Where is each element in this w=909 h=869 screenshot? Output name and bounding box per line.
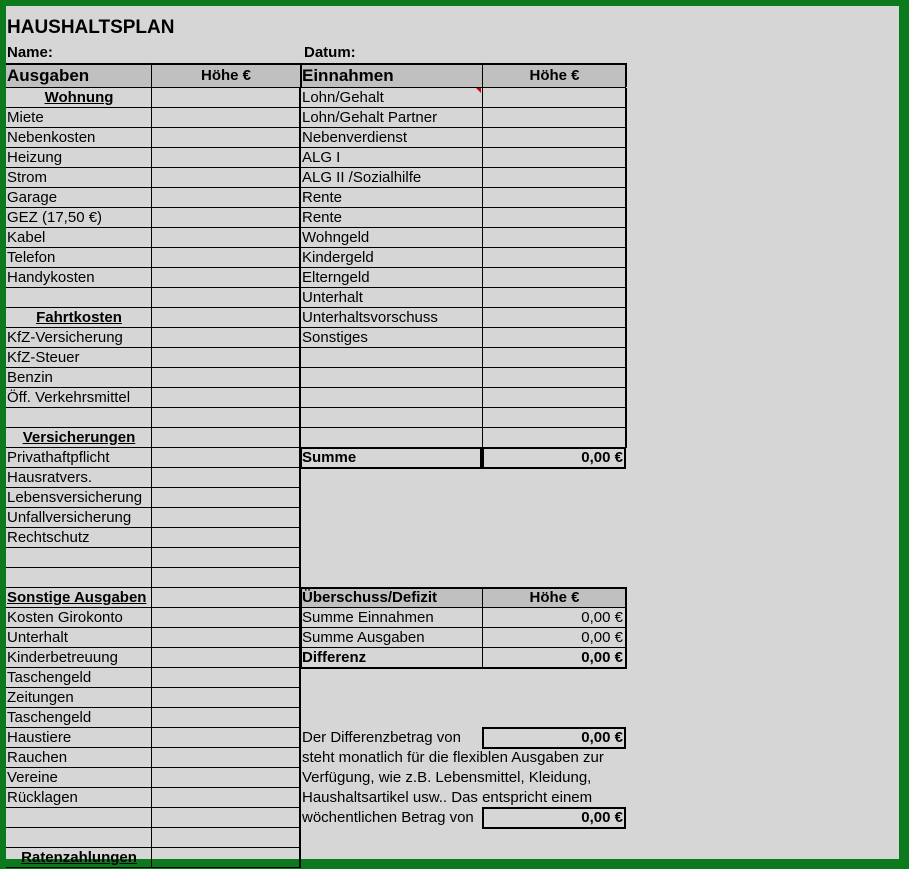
income-amount-cell[interactable] <box>482 428 626 448</box>
expense-amount-cell[interactable] <box>151 428 300 448</box>
cell-border <box>482 727 626 749</box>
expense-amount-cell[interactable] <box>151 208 300 228</box>
expense-amount-cell[interactable] <box>151 348 300 368</box>
expense-label[interactable]: Kinderbetreuung <box>7 649 118 666</box>
income-amount-cell[interactable] <box>482 128 626 148</box>
expense-amount-cell[interactable] <box>151 848 300 868</box>
section-title[interactable]: Wohnung <box>44 89 114 106</box>
expense-amount-cell[interactable] <box>151 228 300 248</box>
expense-amount-cell[interactable] <box>151 128 300 148</box>
name-label[interactable]: Name: <box>7 44 53 61</box>
einnahmen-header[interactable]: Einnahmen <box>301 64 482 87</box>
expense-label[interactable]: Rauchen <box>7 749 68 766</box>
expense-label[interactable]: Rechtschutz <box>7 529 90 546</box>
expense-label[interactable]: Telefon <box>7 249 56 266</box>
sheet-title[interactable]: HAUSHALTSPLAN <box>7 17 175 38</box>
cell-border <box>6 63 626 65</box>
expense-amount-cell[interactable] <box>151 508 300 528</box>
expense-amount-cell[interactable] <box>151 608 300 628</box>
empty-cell[interactable] <box>6 568 151 588</box>
income-amount-cell[interactable] <box>482 188 626 208</box>
bilanz-value[interactable]: 0,00 € <box>581 629 623 646</box>
expense-amount-cell[interactable] <box>151 148 300 168</box>
expense-amount-cell[interactable] <box>151 88 300 108</box>
expense-amount-cell[interactable] <box>151 648 300 668</box>
income-label[interactable]: ALG II /Sozialhilfe <box>302 169 422 186</box>
expense-amount-cell[interactable] <box>151 788 300 808</box>
hinweis-text: steht monatlich für die flexiblen Ausgaben zur <box>302 749 604 766</box>
expense-amount-cell[interactable] <box>151 108 300 128</box>
cell-border <box>482 63 483 87</box>
income-label[interactable]: Sonstiges <box>302 329 368 346</box>
empty-cell[interactable] <box>301 428 482 448</box>
expense-amount-cell[interactable] <box>151 308 300 328</box>
expense-amount-cell[interactable] <box>151 688 300 708</box>
section-title[interactable]: Ratenzahlungen <box>21 849 137 866</box>
cell-border <box>151 88 152 868</box>
income-amount-cell[interactable] <box>482 348 626 368</box>
expense-amount-cell[interactable] <box>151 808 300 828</box>
bilanz-amount-header[interactable]: Höhe € <box>482 588 626 608</box>
income-label[interactable]: Rente <box>302 189 343 206</box>
empty-cell[interactable] <box>6 828 151 848</box>
ausgaben-amount-header[interactable]: Höhe € <box>151 64 300 87</box>
income-amount-cell[interactable] <box>482 208 626 228</box>
expense-amount-cell[interactable] <box>151 268 300 288</box>
income-label[interactable]: Wohngeld <box>302 229 370 246</box>
expense-amount-cell[interactable] <box>151 468 300 488</box>
expense-amount-cell[interactable] <box>151 628 300 648</box>
ausgaben-header[interactable]: Ausgaben <box>6 64 151 87</box>
expense-label[interactable]: Öff. Verkehrsmittel <box>7 389 131 406</box>
expense-label[interactable]: Hausratvers. <box>7 469 93 486</box>
cell-border <box>300 447 482 469</box>
empty-cell[interactable] <box>6 548 151 568</box>
income-amount-cell[interactable] <box>482 368 626 388</box>
cell-border <box>625 63 627 87</box>
cell-border <box>300 667 626 669</box>
expense-label[interactable]: Miete <box>7 109 44 126</box>
expense-label[interactable]: Unterhalt <box>7 629 68 646</box>
expense-amount-cell[interactable] <box>151 828 300 848</box>
income-label[interactable]: Lohn/Gehalt Partner <box>302 109 438 126</box>
bilanz-label[interactable]: Summe Ausgaben <box>302 629 425 646</box>
hinweis-text: Verfügung, wie z.B. Lebensmittel, Kleidung, <box>302 769 592 786</box>
cell-border <box>151 63 152 87</box>
expense-label[interactable]: KfZ-Versicherung <box>7 329 123 346</box>
grid-line <box>786 6 787 859</box>
empty-cell[interactable] <box>6 288 151 308</box>
cell-border <box>482 447 626 469</box>
income-amount-cell[interactable] <box>482 168 626 188</box>
differenz-value[interactable]: 0,00 € <box>581 649 623 666</box>
expense-amount-cell[interactable] <box>151 248 300 268</box>
expense-amount-cell[interactable] <box>151 328 300 348</box>
hinweis-text: Haushaltsartikel usw.. Das entspricht einem <box>302 789 593 806</box>
income-label[interactable]: Elterngeld <box>302 269 370 286</box>
hinweis-value[interactable]: 0,00 € <box>581 729 623 746</box>
income-amount-cell[interactable] <box>482 388 626 408</box>
hinweis-value[interactable]: 0,00 € <box>581 809 623 826</box>
cell-border <box>300 587 302 669</box>
income-label[interactable]: Rente <box>302 209 343 226</box>
expense-amount-cell[interactable] <box>151 368 300 388</box>
expense-label[interactable]: Privathaftpflicht <box>7 449 110 466</box>
income-sum-value[interactable]: 0,00 € <box>581 449 623 466</box>
bilanz-label[interactable]: Summe Einnahmen <box>302 609 434 626</box>
empty-cell[interactable] <box>6 808 151 828</box>
expense-label[interactable]: Handykosten <box>7 269 95 286</box>
expense-amount-cell[interactable] <box>151 728 300 748</box>
expense-label[interactable]: Kabel <box>7 229 46 246</box>
expense-amount-cell[interactable] <box>151 388 300 408</box>
hinweis-text: Der Differenzbetrag von <box>302 729 461 746</box>
empty-cell[interactable] <box>301 368 482 388</box>
expense-label[interactable]: Garage <box>7 189 58 206</box>
section-title[interactable]: Sonstige Ausgaben <box>7 589 147 606</box>
expense-amount-cell[interactable] <box>151 548 300 568</box>
hinweis-text: wöchentlichen Betrag von <box>302 809 474 826</box>
cell-border <box>625 88 627 448</box>
einnahmen-amount-header[interactable]: Höhe € <box>482 64 626 87</box>
income-amount-cell[interactable] <box>482 268 626 288</box>
empty-cell[interactable] <box>301 408 482 428</box>
date-label[interactable]: Datum: <box>304 44 356 61</box>
expense-amount-cell[interactable] <box>151 668 300 688</box>
cell-border <box>482 588 483 668</box>
income-amount-cell[interactable] <box>482 148 626 168</box>
income-amount-cell[interactable] <box>482 328 626 348</box>
section-title[interactable]: Fahrtkosten <box>36 309 122 326</box>
income-amount-cell[interactable] <box>482 408 626 428</box>
cell-border <box>6 867 300 868</box>
income-amount-cell[interactable] <box>482 88 626 108</box>
cell-border <box>625 587 627 669</box>
income-amount-cell[interactable] <box>482 288 626 308</box>
expense-amount-cell[interactable] <box>151 408 300 428</box>
expense-label[interactable]: Vereine <box>7 769 58 786</box>
income-amount-cell[interactable] <box>482 108 626 128</box>
expense-amount-cell[interactable] <box>151 488 300 508</box>
expense-label[interactable]: Zeitungen <box>7 689 74 706</box>
cell-border <box>482 807 626 829</box>
grid-line <box>866 6 867 859</box>
expense-label[interactable]: GEZ (17,50 €) <box>7 209 103 226</box>
expense-amount-cell[interactable] <box>151 528 300 548</box>
income-label[interactable]: Kindergeld <box>302 249 374 266</box>
income-amount-cell[interactable] <box>482 248 626 268</box>
expense-amount-cell[interactable] <box>151 188 300 208</box>
income-sum-label[interactable]: Summe <box>302 449 357 466</box>
expense-amount-cell[interactable] <box>151 288 300 308</box>
expense-amount-cell[interactable] <box>151 568 300 588</box>
expense-label[interactable]: Benzin <box>7 369 53 386</box>
cell-border <box>482 88 483 448</box>
differenz-label[interactable]: Differenz <box>302 649 367 666</box>
expense-label[interactable]: Rücklagen <box>7 789 78 806</box>
grid-line <box>706 6 707 859</box>
expense-label[interactable]: Kosten Girokonto <box>7 609 123 626</box>
expense-amount-cell[interactable] <box>151 748 300 768</box>
expense-label[interactable]: Taschengeld <box>7 669 92 686</box>
income-amount-cell[interactable] <box>482 228 626 248</box>
expense-label[interactable]: Heizung <box>7 149 63 166</box>
income-amount-cell[interactable] <box>482 308 626 328</box>
income-label[interactable]: Lohn/Gehalt <box>302 89 384 106</box>
expense-amount-cell[interactable] <box>151 448 300 468</box>
income-label[interactable]: Unterhaltsvorschuss <box>302 309 438 326</box>
expense-label[interactable]: Lebensversicherung <box>7 489 143 506</box>
expense-amount-cell[interactable] <box>151 588 300 608</box>
cell-border <box>300 607 626 608</box>
comment-indicator-icon[interactable] <box>476 88 481 93</box>
empty-cell[interactable] <box>6 408 151 428</box>
expense-amount-cell[interactable] <box>151 768 300 788</box>
cell-border <box>300 587 626 589</box>
expense-amount-cell[interactable] <box>151 708 300 728</box>
expense-label[interactable]: Haustiere <box>7 729 72 746</box>
bilanz-value[interactable]: 0,00 € <box>581 609 623 626</box>
bilanz-header[interactable]: Überschuss/Defizit <box>301 588 482 608</box>
income-label[interactable]: Nebenverdienst <box>302 129 408 146</box>
expense-label[interactable]: Unfallversicherung <box>7 509 132 526</box>
empty-cell[interactable] <box>301 388 482 408</box>
expense-label[interactable]: Taschengeld <box>7 709 92 726</box>
expense-label[interactable]: KfZ-Steuer <box>7 349 80 366</box>
section-title[interactable]: Versicherungen <box>22 429 136 446</box>
empty-cell[interactable] <box>301 348 482 368</box>
expense-label[interactable]: Strom <box>7 169 48 186</box>
expense-label[interactable]: Nebenkosten <box>7 129 96 146</box>
expense-amount-cell[interactable] <box>151 168 300 188</box>
income-label[interactable]: Unterhalt <box>302 289 363 306</box>
income-label[interactable]: ALG I <box>302 149 341 166</box>
cell-border <box>300 63 302 87</box>
